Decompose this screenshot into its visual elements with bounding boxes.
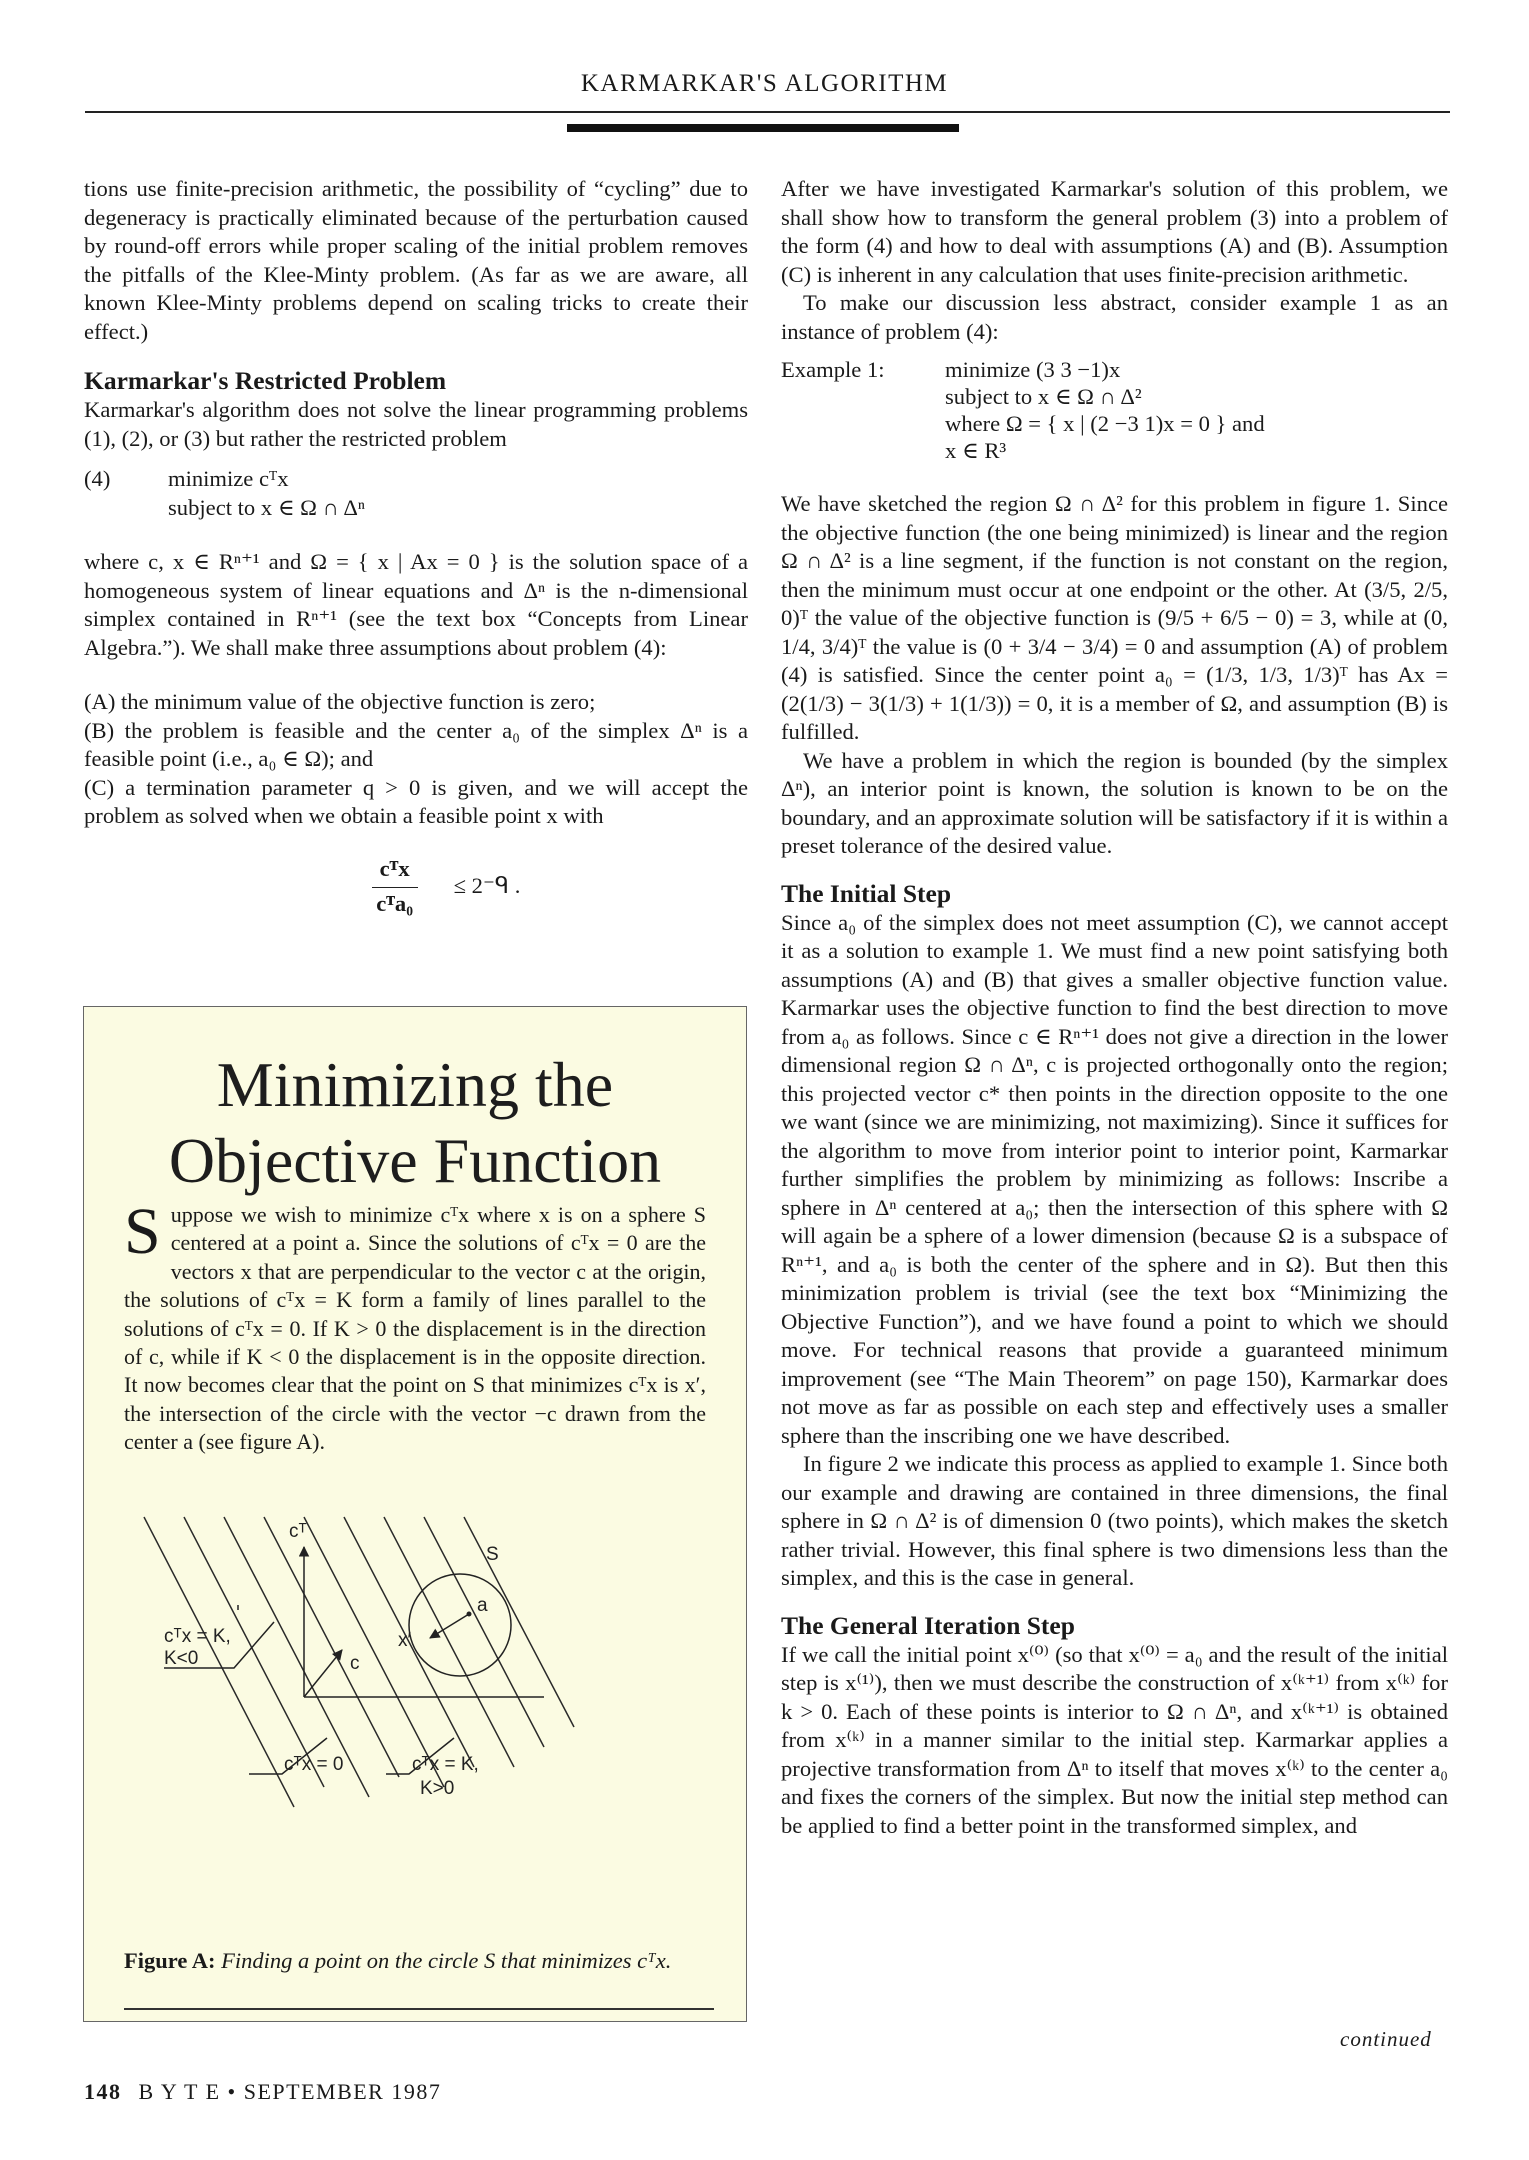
figure-a-caption bbox=[124, 1947, 714, 1974]
restricted-problem-heading: Karmarkar's Restricted Problem bbox=[84, 366, 447, 395]
caption-label: Figure A: bbox=[124, 1948, 216, 1973]
label-c: c bbox=[350, 1653, 360, 1674]
paragraph-4: We have a problem in which the region is bounded (by the simplex Δⁿ), an interior point is known, the solution is known to be on the boundary, and an approximate solution will be satisfactory if it is within a preset tolerance of the desired value. bbox=[781, 747, 1448, 858]
inequality-numerator: cᵀx bbox=[372, 855, 418, 889]
where-paragraph: where c, x ∈ Rⁿ⁺¹ and Ω = { x | Ax = 0 } is the solution space of a homogeneous system of linear equations and Δⁿ is the n-dimensional simplex contained in Rⁿ⁺¹ (see the text box “Concepts from Linear Algebra.”). We shall make three assumptions about problem (4): bbox=[84, 549, 748, 660]
sidebar-title-line-1: Minimizing the bbox=[216, 1049, 614, 1120]
header-rule bbox=[85, 111, 1450, 113]
issue-date: SEPTEMBER 1987 bbox=[243, 2079, 442, 2104]
inequality-rhs: ≤ 2⁻ᑫ . bbox=[453, 873, 521, 899]
example-1-line-1: minimize (3 3 −1)x bbox=[945, 357, 1121, 382]
label-S: S bbox=[486, 1544, 499, 1565]
general-iteration-heading: The General Iteration Step bbox=[781, 1610, 1075, 1640]
center-a bbox=[467, 1612, 472, 1617]
problem-4-line-1: minimize cᵀx bbox=[168, 466, 289, 491]
footer-separator: • bbox=[227, 2079, 237, 2104]
figure-a bbox=[124, 1502, 714, 1932]
sidebar-title-line-2: Objective Function bbox=[168, 1125, 662, 1196]
paragraph-6: In figure 2 we indicate this process as applied to example 1. Since both our example and drawing are contained in three dimensions, the final sphere in Ω ∩ Δ² is of dimension 0 (two points), which makes the sketch rather trivial. However, this final sphere is two dimensions less than the simplex, and this is the case in general. bbox=[781, 1451, 1448, 1590]
level-line bbox=[184, 1517, 324, 1787]
continued-marker: continued bbox=[1340, 2027, 1432, 2051]
page-number: 148 bbox=[84, 2079, 122, 2104]
assumption-c: (C) a termination parameter q > 0 is given, and we will accept the problem as solved when we obtain a feasible point x with bbox=[84, 774, 748, 828]
label-x-prime: x′ bbox=[398, 1630, 412, 1651]
restricted-problem-paragraph: Karmarkar's algorithm does not solve the linear programming problems (1), (2), or (3) but rather the restricted problem bbox=[84, 397, 748, 451]
paragraph-1: After we have investigated Karmarkar's solution of this problem, we shall show how to transform the general problem (3) into a problem of the form (4) and how to deal with assumptions (A) and (B). Assumption (C) is inherent in any calculation that uses finite-precision arithmetic. bbox=[781, 176, 1448, 287]
paragraph-7: If we call the initial point x⁽⁰⁾ (so that x⁽⁰⁾ = a₀ and the result of the initial step is x⁽¹⁾), then we must describe the construction of x⁽ᵏ⁺¹⁾ from x⁽ᵏ⁾ for k > 0. Each of these points is interior to Ω ∩ Δⁿ, and x⁽ᵏ⁺¹⁾ is obtained from x⁽ᵏ⁾ in a manner similar to the initial step. Karmarkar applies a projective transformation from Δⁿ to itself that moves x⁽ᵏ⁾ to the center a₀ and fixes the corners of the simplex. But now the initial step method can be applied to find a better point in the transformed simplex, and bbox=[781, 1641, 1448, 1838]
paragraph-3: We have sketched the region Ω ∩ Δ² for this problem in figure 1. Since the objective function (the one being minimized) is linear and the region Ω ∩ Δ² is a line segment, if the function is not constant on the region, then the minimum must occur at one endpoint or the other. At (3/5, 2/5, 0)ᵀ the value of the objective function is (9/5 + 6/5 − 0) = 3, while at (0, 1/4, 3/4)ᵀ the value is (0 + 3/4 − 3/4) = 0 and assumption (A) of problem (4) is satisfied. Since the center point a₀ = (1/3, 1/3, 1/3)ᵀ has Ax = (2(1/3) − 3(1/3) + 1(1/3)) = 0, it is a member of Ω, and assumption (B) is fulfilled. bbox=[781, 491, 1448, 744]
intro-paragraph: tions use finite-precision arithmetic, the possibility of “cycling” due to degeneracy is practically eliminated because of the perturbation caused by round-off errors while proper scaling of the initial problem removes the pitfalls of the Klee-Minty problem. (As far as we are aware, all known Klee-Minty problems depend on scaling tricks to create their effect.) bbox=[84, 176, 748, 344]
example-1-label: Example 1: bbox=[781, 357, 885, 382]
right-column bbox=[781, 175, 1448, 1840]
example-1 bbox=[781, 356, 1448, 464]
caption-text: Finding a point on the circle S that minimizes cᵀx. bbox=[221, 1948, 672, 1973]
header-bar bbox=[567, 124, 959, 132]
label-left-cond: K<0 bbox=[164, 1648, 199, 1669]
level-line bbox=[304, 1517, 444, 1787]
problem-4 bbox=[84, 465, 748, 522]
level-line bbox=[424, 1517, 544, 1747]
paragraph-2: To make our discussion less abstract, consider example 1 as an instance of problem (4): bbox=[781, 290, 1448, 344]
problem-4-number: (4) bbox=[84, 466, 111, 491]
assumption-b: (B) the problem is feasible and the center a₀ of the simplex Δⁿ is a feasible point (i.e., a₀ ∈ Ω); and bbox=[84, 717, 748, 771]
sidebar-body-text: uppose we wish to minimize cᵀx where x is on a sphere S centered at a point a. Since the solutions of cᵀx = 0 are the vectors x that are perpendicular to the vector c at the origin, the solutions of cᵀx = K form a family of lines parallel to the solutions of cᵀx = 0. If K > 0 the displacement is in the direction of c, while if K < 0 the displacement is in the opposite direction. It now becomes clear that the point on S that minimizes cᵀx is x′, the intersection of the circle with the vector −c drawn from the center a (see figure A). bbox=[124, 1202, 706, 1455]
sidebar-body bbox=[124, 1195, 706, 1457]
left-column bbox=[84, 175, 748, 919]
caption-rule bbox=[124, 2008, 714, 2010]
label-left-eq: cᵀx = K, bbox=[164, 1626, 231, 1647]
running-head: KARMARKAR'S ALGORITHM bbox=[580, 70, 949, 97]
inequality-denominator: cᵀa₀ bbox=[376, 891, 414, 916]
page-footer bbox=[84, 2079, 441, 2105]
example-1-line-4: x ∈ R³ bbox=[945, 438, 1007, 463]
vector-c bbox=[304, 1650, 342, 1697]
drop-cap: S bbox=[124, 1195, 161, 1268]
level-line bbox=[264, 1517, 399, 1777]
termination-inequality bbox=[144, 855, 748, 919]
initial-step-heading: The Initial Step bbox=[781, 878, 952, 908]
label-axis-cT: cᵀ bbox=[289, 1521, 307, 1542]
label-a: a bbox=[477, 1595, 488, 1616]
assumption-a: (A) the minimum value of the objective function is zero; bbox=[84, 689, 596, 714]
label-right-eq: cᵀx = K, bbox=[412, 1754, 479, 1775]
example-1-line-3: where Ω = { x | (2 −3 1)x = 0 } and bbox=[945, 411, 1265, 436]
circle-S bbox=[409, 1574, 511, 1676]
sidebar-minimizing-objective bbox=[83, 1006, 747, 2022]
label-zero-eq: cᵀx = 0 bbox=[284, 1754, 344, 1775]
sidebar-title bbox=[84, 1047, 746, 1199]
level-line bbox=[464, 1517, 574, 1727]
paragraph-5: Since a₀ of the simplex does not meet assumption (C), we cannot accept it as a solution to example 1. We must find a new point satisfying both assumptions (A) and (B) that gives a smaller objective function value. Karmarkar uses the objective function to find the best direction to move from a₀ as follows. Since c ∈ Rⁿ⁺¹ does not give a direction in the lower dimensional region Ω ∩ Δⁿ, c is projected orthogonally onto the region; this projected vector c* then points in the direction opposite to the one we want (since we are minimizing, not maximizing). Since it suffices for the algorithm to move from interior point to interior point, Karmarkar further simplifies the problem by minimizing as follows: Inscribe a sphere in Δⁿ centered at a₀; then the intersection of this sphere with Ω will again be a sphere of a lower dimension (because Ω is a subspace of Rⁿ⁺¹, and a₀ is both the center of the sphere and in Ω). But then this minimization problem is trivial (see the text box “Minimizing the Objective Function”), and we have found a point to which we should move. For technical reasons that provide a guaranteed minimum improvement (see “The Main Theorem” on page 150), Karmarkar does not move as far as possible on each step and effectively uses a smaller sphere than the inscribing one we have described. bbox=[781, 909, 1448, 1448]
problem-4-line-2: subject to x ∈ Ω ∩ Δⁿ bbox=[168, 494, 365, 520]
example-1-line-2: subject to x ∈ Ω ∩ Δ² bbox=[945, 384, 1142, 409]
magazine-name: B Y T E bbox=[138, 2079, 221, 2104]
label-right-cond: K>0 bbox=[420, 1778, 455, 1799]
